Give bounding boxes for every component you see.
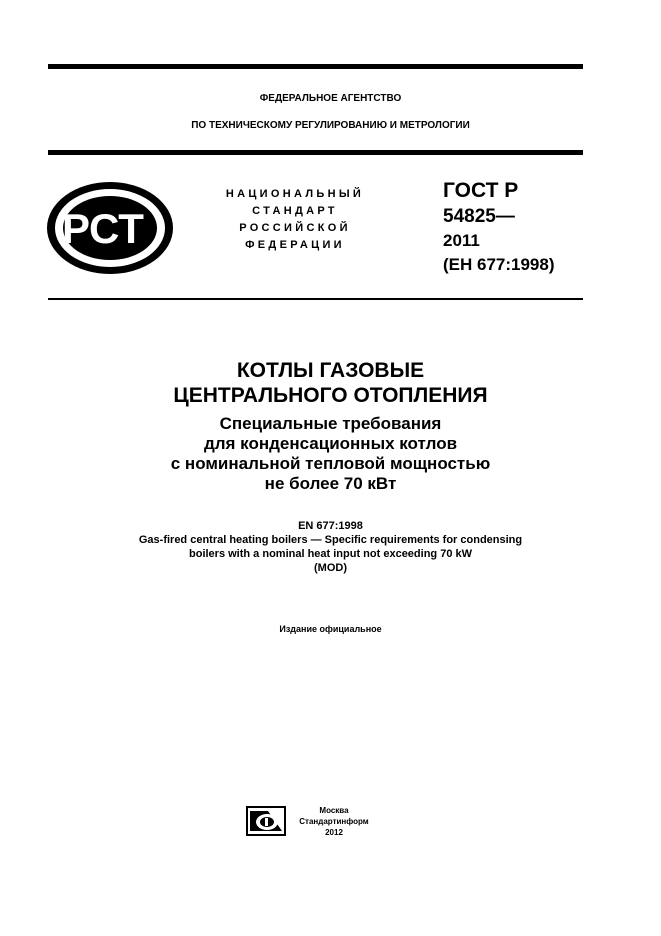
standard-designation	[443, 178, 555, 278]
english-title-block	[0, 519, 661, 575]
en-reference: EN 677:1998	[298, 520, 363, 532]
top-rule	[48, 64, 583, 69]
lower-rule	[48, 298, 583, 300]
document-subtitle	[0, 414, 661, 494]
en-title-line1: Gas-fired central heating boilers — Specific requirements for condensing	[138, 534, 523, 546]
publisher-year: 2012	[325, 828, 343, 837]
gost-r-logo	[45, 180, 175, 276]
national-standard-line1: НАЦИОНАЛЬНЫЙ	[225, 188, 365, 200]
publisher-block	[294, 805, 374, 838]
publisher-city: Москва	[319, 806, 349, 815]
title-line2: ЦЕНТРАЛЬНОГО ОТОПЛЕНИЯ	[173, 384, 488, 407]
middle-rule	[48, 150, 583, 155]
edition-label: Издание официальное	[279, 624, 382, 634]
subtitle-line1: Специальные требования	[219, 414, 442, 433]
en-title-line2: boilers with a nominal heat input not exceeding 70 kW	[189, 548, 472, 560]
national-standard-block	[200, 186, 390, 254]
national-standard-line4: ФЕДЕРАЦИИ	[245, 239, 345, 251]
national-standard-line3: РОССИЙСКОЙ	[239, 222, 351, 234]
agency-name-line1: ФЕДЕРАЛЬНОЕ АГЕНТСТВО	[259, 93, 402, 104]
publisher-name: Стандартинформ	[299, 817, 369, 826]
designation-line2: 54825—	[443, 206, 515, 227]
designation-line3: 2011	[443, 231, 480, 250]
subtitle-line3: с номинальной тепловой мощностью	[170, 454, 491, 473]
national-standard-line2: СТАНДАРТ	[252, 205, 338, 217]
title-line1: КОТЛЫ ГАЗОВЫЕ	[236, 359, 425, 382]
publisher-logo-icon	[246, 806, 286, 836]
designation-line4: (ЕН 677:1998)	[443, 255, 555, 274]
document-title	[0, 358, 661, 408]
designation-line1: ГОСТ Р	[443, 179, 519, 202]
logo-text: РСТ	[62, 205, 144, 252]
en-title-line3: (MOD)	[314, 562, 347, 574]
subtitle-line2: для конденсационных котлов	[203, 434, 458, 453]
subtitle-line4: не более 70 кВт	[264, 474, 397, 493]
agency-name-line2: ПО ТЕХНИЧЕСКОМУ РЕГУЛИРОВАНИЮ И МЕТРОЛОГИИ	[191, 120, 470, 131]
